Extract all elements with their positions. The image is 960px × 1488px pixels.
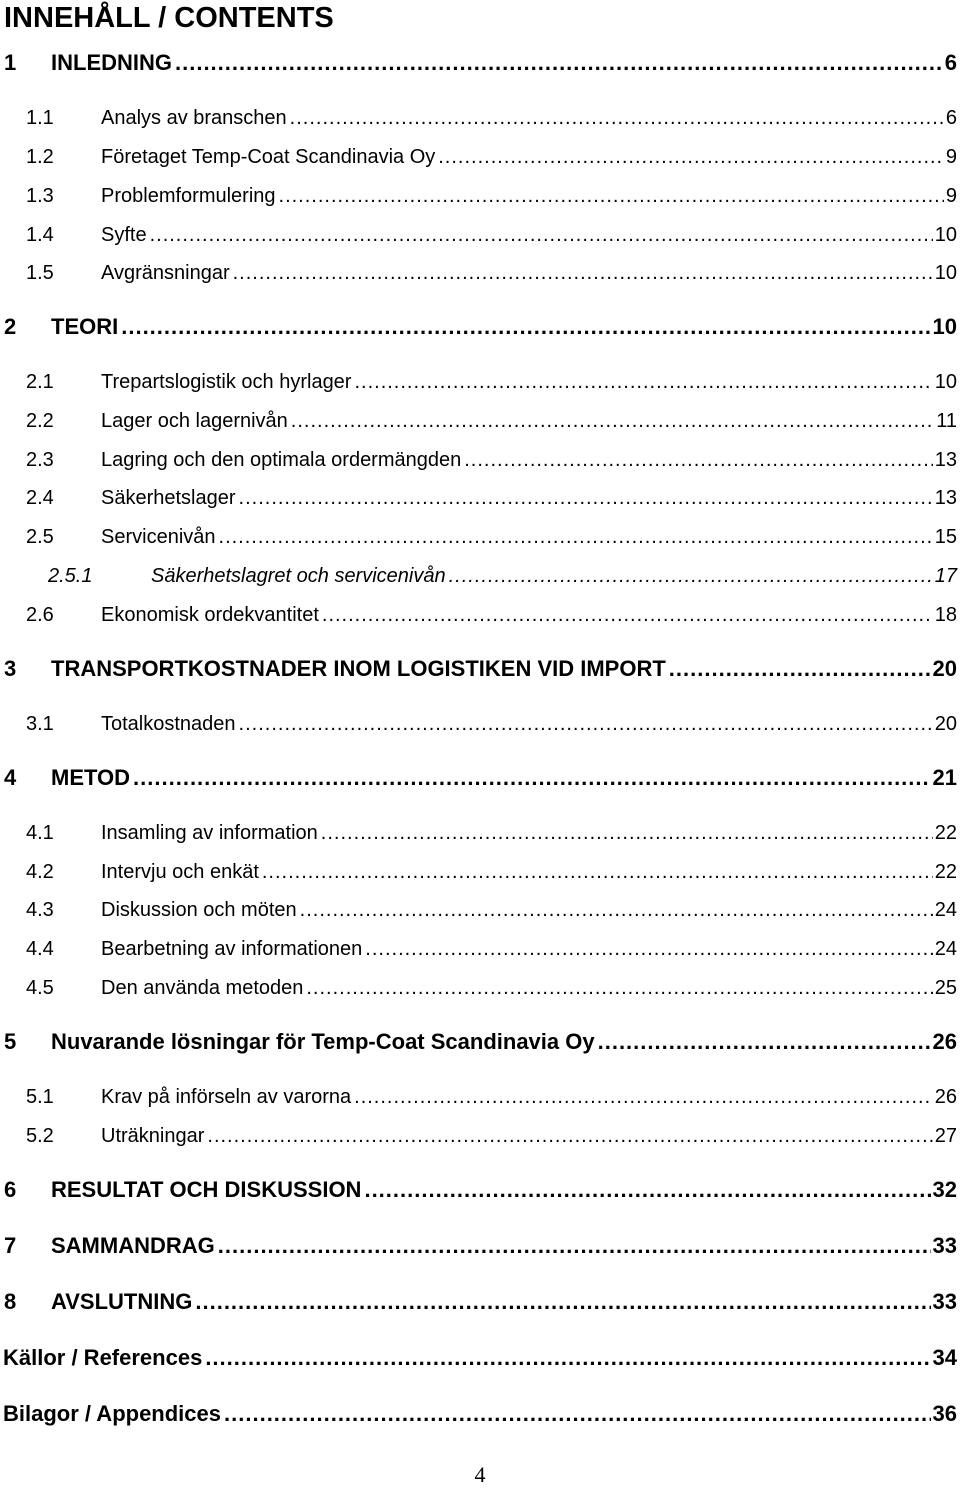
toc-leader-dots xyxy=(150,221,933,249)
toc-entry-title: TEORI xyxy=(51,312,120,342)
toc-leader-dots xyxy=(464,446,933,474)
toc-entry-title: Bearbetning av informationen xyxy=(101,935,364,963)
toc-entry-page: 32 xyxy=(932,1177,957,1202)
toc-entry-page: 22 xyxy=(934,822,957,844)
toc-entry-page: 17 xyxy=(934,565,957,587)
toc-entry-number: 3 xyxy=(4,656,17,681)
toc-entry-level2[interactable] xyxy=(0,896,957,924)
toc-entry-number: 7 xyxy=(4,1233,17,1258)
toc-entry-number: 8 xyxy=(4,1289,17,1314)
toc-entry-level1[interactable] xyxy=(0,48,957,78)
toc-entry-page: 34 xyxy=(932,1345,957,1370)
toc-entry-number: 1.1 xyxy=(26,107,54,129)
toc-entry-page: 10 xyxy=(932,314,957,339)
toc-leader-dots xyxy=(290,104,944,132)
toc-leader-dots xyxy=(219,523,933,551)
toc-entry-page: 10 xyxy=(934,224,957,246)
toc-entry-level2[interactable] xyxy=(0,601,957,629)
toc-entry-page: 26 xyxy=(932,1029,957,1054)
toc-entry-number: 5.1 xyxy=(26,1086,54,1108)
toc-leader-dots xyxy=(669,654,931,684)
toc-entry-number: 5 xyxy=(4,1029,17,1054)
toc-entry-page: 9 xyxy=(945,146,957,168)
toc-entry-level2[interactable] xyxy=(0,221,957,249)
toc-leader-dots xyxy=(262,858,933,886)
toc-leader-dots xyxy=(218,1231,931,1261)
toc-leader-dots xyxy=(598,1027,931,1057)
toc-entry-level1[interactable] xyxy=(0,1027,957,1057)
toc-entry-page: 33 xyxy=(932,1289,957,1314)
toc-leader-dots xyxy=(291,407,934,435)
toc-leader-dots xyxy=(121,312,930,342)
toc-entry-page: 36 xyxy=(932,1401,957,1426)
toc-entry-number: 2.5 xyxy=(26,526,54,548)
toc-entry-title: RESULTAT OCH DISKUSSION xyxy=(51,1175,363,1205)
toc-entry-level2[interactable] xyxy=(0,446,957,474)
toc-entry-title: Säkerhetslagret och servicenivån xyxy=(151,562,448,590)
toc-leader-dots xyxy=(279,182,944,210)
toc-entry-page: 11 xyxy=(936,410,957,432)
toc-entry-title: Servicenivån xyxy=(101,523,218,551)
toc-entry-number: 2 xyxy=(4,314,17,339)
toc-entry-level2[interactable] xyxy=(0,407,957,435)
toc-entry-title: SAMMANDRAG xyxy=(51,1231,217,1261)
toc-leader-dots xyxy=(224,1399,931,1429)
toc-leader-dots xyxy=(207,1122,932,1150)
toc-entry-number: 6 xyxy=(4,1177,17,1202)
toc-entry-page: 18 xyxy=(934,604,957,626)
toc-entry-level1[interactable] xyxy=(0,763,957,793)
toc-entry-title: Avgränsningar xyxy=(101,259,232,287)
toc-entry-level2[interactable] xyxy=(0,259,957,287)
toc-entry-number: 5.2 xyxy=(26,1125,54,1147)
toc-entry-title: TRANSPORTKOSTNADER INOM LOGISTIKEN VID IMPORT xyxy=(51,654,668,684)
toc-entry-title: Problemformulering xyxy=(101,182,278,210)
toc-entry-number: 4.3 xyxy=(26,899,54,921)
page-title: INNEHÅLL / CONTENTS xyxy=(4,2,334,34)
toc-entry-title: Uträkningar xyxy=(101,1122,206,1150)
toc-entry-page: 20 xyxy=(934,713,957,735)
toc-entry-number: 1.2 xyxy=(26,146,54,168)
toc-entry-number: 1.4 xyxy=(26,224,54,246)
toc-entry-page: 9 xyxy=(945,185,957,207)
toc-entry-page: 22 xyxy=(934,861,957,883)
toc-entry-page: 26 xyxy=(934,1086,957,1108)
toc-leader-dots xyxy=(205,1343,930,1373)
toc-entry-number: 2.5.1 xyxy=(48,565,93,587)
toc-entry-title: Säkerhetslager xyxy=(101,484,238,512)
toc-entry-number: 3.1 xyxy=(26,713,54,735)
toc-entry-number: 1 xyxy=(4,50,17,75)
toc-entry-page: 21 xyxy=(932,765,957,790)
toc-leader-dots xyxy=(195,1287,930,1317)
toc-entry-title: Nuvarande lösningar för Temp-Coat Scandinavia Oy xyxy=(51,1027,597,1057)
toc-entry-level1[interactable] xyxy=(0,1231,957,1261)
toc-entry-title: Intervju och enkät xyxy=(101,858,261,886)
toc-entry-level2[interactable] xyxy=(0,484,957,512)
toc-entry-level2[interactable] xyxy=(0,368,957,396)
toc-entry-title: Totalkostnaden xyxy=(101,710,238,738)
toc-entry-number: 4 xyxy=(4,765,17,790)
toc-entry-title: INLEDNING xyxy=(51,48,174,78)
toc-entry-level2[interactable] xyxy=(0,935,957,963)
toc-entry-level2[interactable] xyxy=(0,858,957,886)
toc-entry-title: Källor / References xyxy=(3,1343,204,1373)
toc-entry-title: Krav på införseln av varorna xyxy=(101,1083,353,1111)
toc-entry-level1[interactable] xyxy=(0,654,957,684)
toc-entry-page: 6 xyxy=(945,107,957,129)
toc-leader-dots xyxy=(322,601,933,629)
toc-entry-level1[interactable] xyxy=(0,312,957,342)
toc-entry-number: 4.2 xyxy=(26,861,54,883)
toc-entry-title: Trepartslogistik och hyrlager xyxy=(101,368,353,396)
toc-entry-number: 2.3 xyxy=(26,449,54,471)
toc-leader-dots xyxy=(300,896,933,924)
toc-entry-page: 24 xyxy=(934,899,957,921)
toc-leader-dots xyxy=(449,562,933,590)
toc-entry-number: 2.1 xyxy=(26,371,54,393)
toc-leader-dots xyxy=(133,763,930,793)
toc-entry-title: Företaget Temp-Coat Scandinavia Oy xyxy=(101,143,437,171)
toc-entry-title: Den använda metoden xyxy=(101,974,305,1002)
toc-entry-page: 13 xyxy=(934,487,957,509)
toc-entry-level2[interactable] xyxy=(0,1083,957,1111)
toc-entry-title: Syfte xyxy=(101,221,149,249)
toc-leader-dots xyxy=(175,48,943,78)
toc-leader-dots xyxy=(239,710,933,738)
toc-entry-level2[interactable] xyxy=(0,819,957,847)
toc-entry-level3[interactable] xyxy=(0,562,957,590)
toc-entry-title: Lager och lagernivån xyxy=(101,407,290,435)
toc-entry-title: Analys av branschen xyxy=(101,104,289,132)
toc-entry-level2[interactable] xyxy=(0,1122,957,1150)
toc-leader-dots xyxy=(354,368,932,396)
toc-entry-level2[interactable] xyxy=(0,182,957,210)
toc-entry-level2[interactable] xyxy=(0,143,957,171)
toc-entry-page: 25 xyxy=(934,977,957,999)
toc-entry-page: 24 xyxy=(934,938,957,960)
toc-leader-dots xyxy=(364,1175,930,1205)
toc-entry-page: 10 xyxy=(934,262,957,284)
toc-leader-dots xyxy=(306,974,932,1002)
toc-leader-dots xyxy=(354,1083,933,1111)
toc-entry-references[interactable] xyxy=(0,1343,957,1373)
toc-entry-page: 15 xyxy=(934,526,957,548)
footer-page-number: 4 xyxy=(474,1462,486,1487)
toc-entry-title: Insamling av information xyxy=(101,819,320,847)
toc-entry-level2[interactable] xyxy=(0,710,957,738)
toc-leader-dots xyxy=(365,935,932,963)
toc-entry-number: 2.4 xyxy=(26,487,54,509)
toc-entry-level2[interactable] xyxy=(0,974,957,1002)
toc-entry-title: Ekonomisk ordekvantitet xyxy=(101,601,321,629)
toc-entry-title: AVSLUTNING xyxy=(51,1287,194,1317)
toc-entry-title: Lagring och den optimala ordermängden xyxy=(101,446,463,474)
toc-leader-dots xyxy=(239,484,933,512)
toc-entry-level2[interactable] xyxy=(0,523,957,551)
toc-entry-number: 4.4 xyxy=(26,938,54,960)
toc-entry-page: 33 xyxy=(932,1233,957,1258)
toc-entry-number: 1.5 xyxy=(26,262,54,284)
toc-entry-number: 2.6 xyxy=(26,604,54,626)
toc-entry-title: Diskussion och möten xyxy=(101,896,299,924)
toc-leader-dots xyxy=(438,143,944,171)
toc-leader-dots xyxy=(233,259,933,287)
toc-leader-dots xyxy=(321,819,933,847)
toc-entry-page: 10 xyxy=(934,371,957,393)
toc-entry-number: 1.3 xyxy=(26,185,54,207)
toc-entry-title: METOD xyxy=(51,763,132,793)
toc-entry-title: Bilagor / Appendices xyxy=(3,1399,223,1429)
toc-entry-appendices[interactable] xyxy=(0,1399,957,1429)
toc-entry-number: 4.5 xyxy=(26,977,54,999)
toc-entry-page: 20 xyxy=(932,656,957,681)
toc-entry-level1[interactable] xyxy=(0,1175,957,1205)
toc-entry-page: 6 xyxy=(944,50,957,75)
toc-entry-page: 13 xyxy=(934,449,957,471)
toc-entry-number: 4.1 xyxy=(26,822,54,844)
toc-entry-level1[interactable] xyxy=(0,1287,957,1317)
toc-entry-number: 2.2 xyxy=(26,410,54,432)
toc-entry-page: 27 xyxy=(934,1125,957,1147)
toc-entry-level2[interactable] xyxy=(0,104,957,132)
